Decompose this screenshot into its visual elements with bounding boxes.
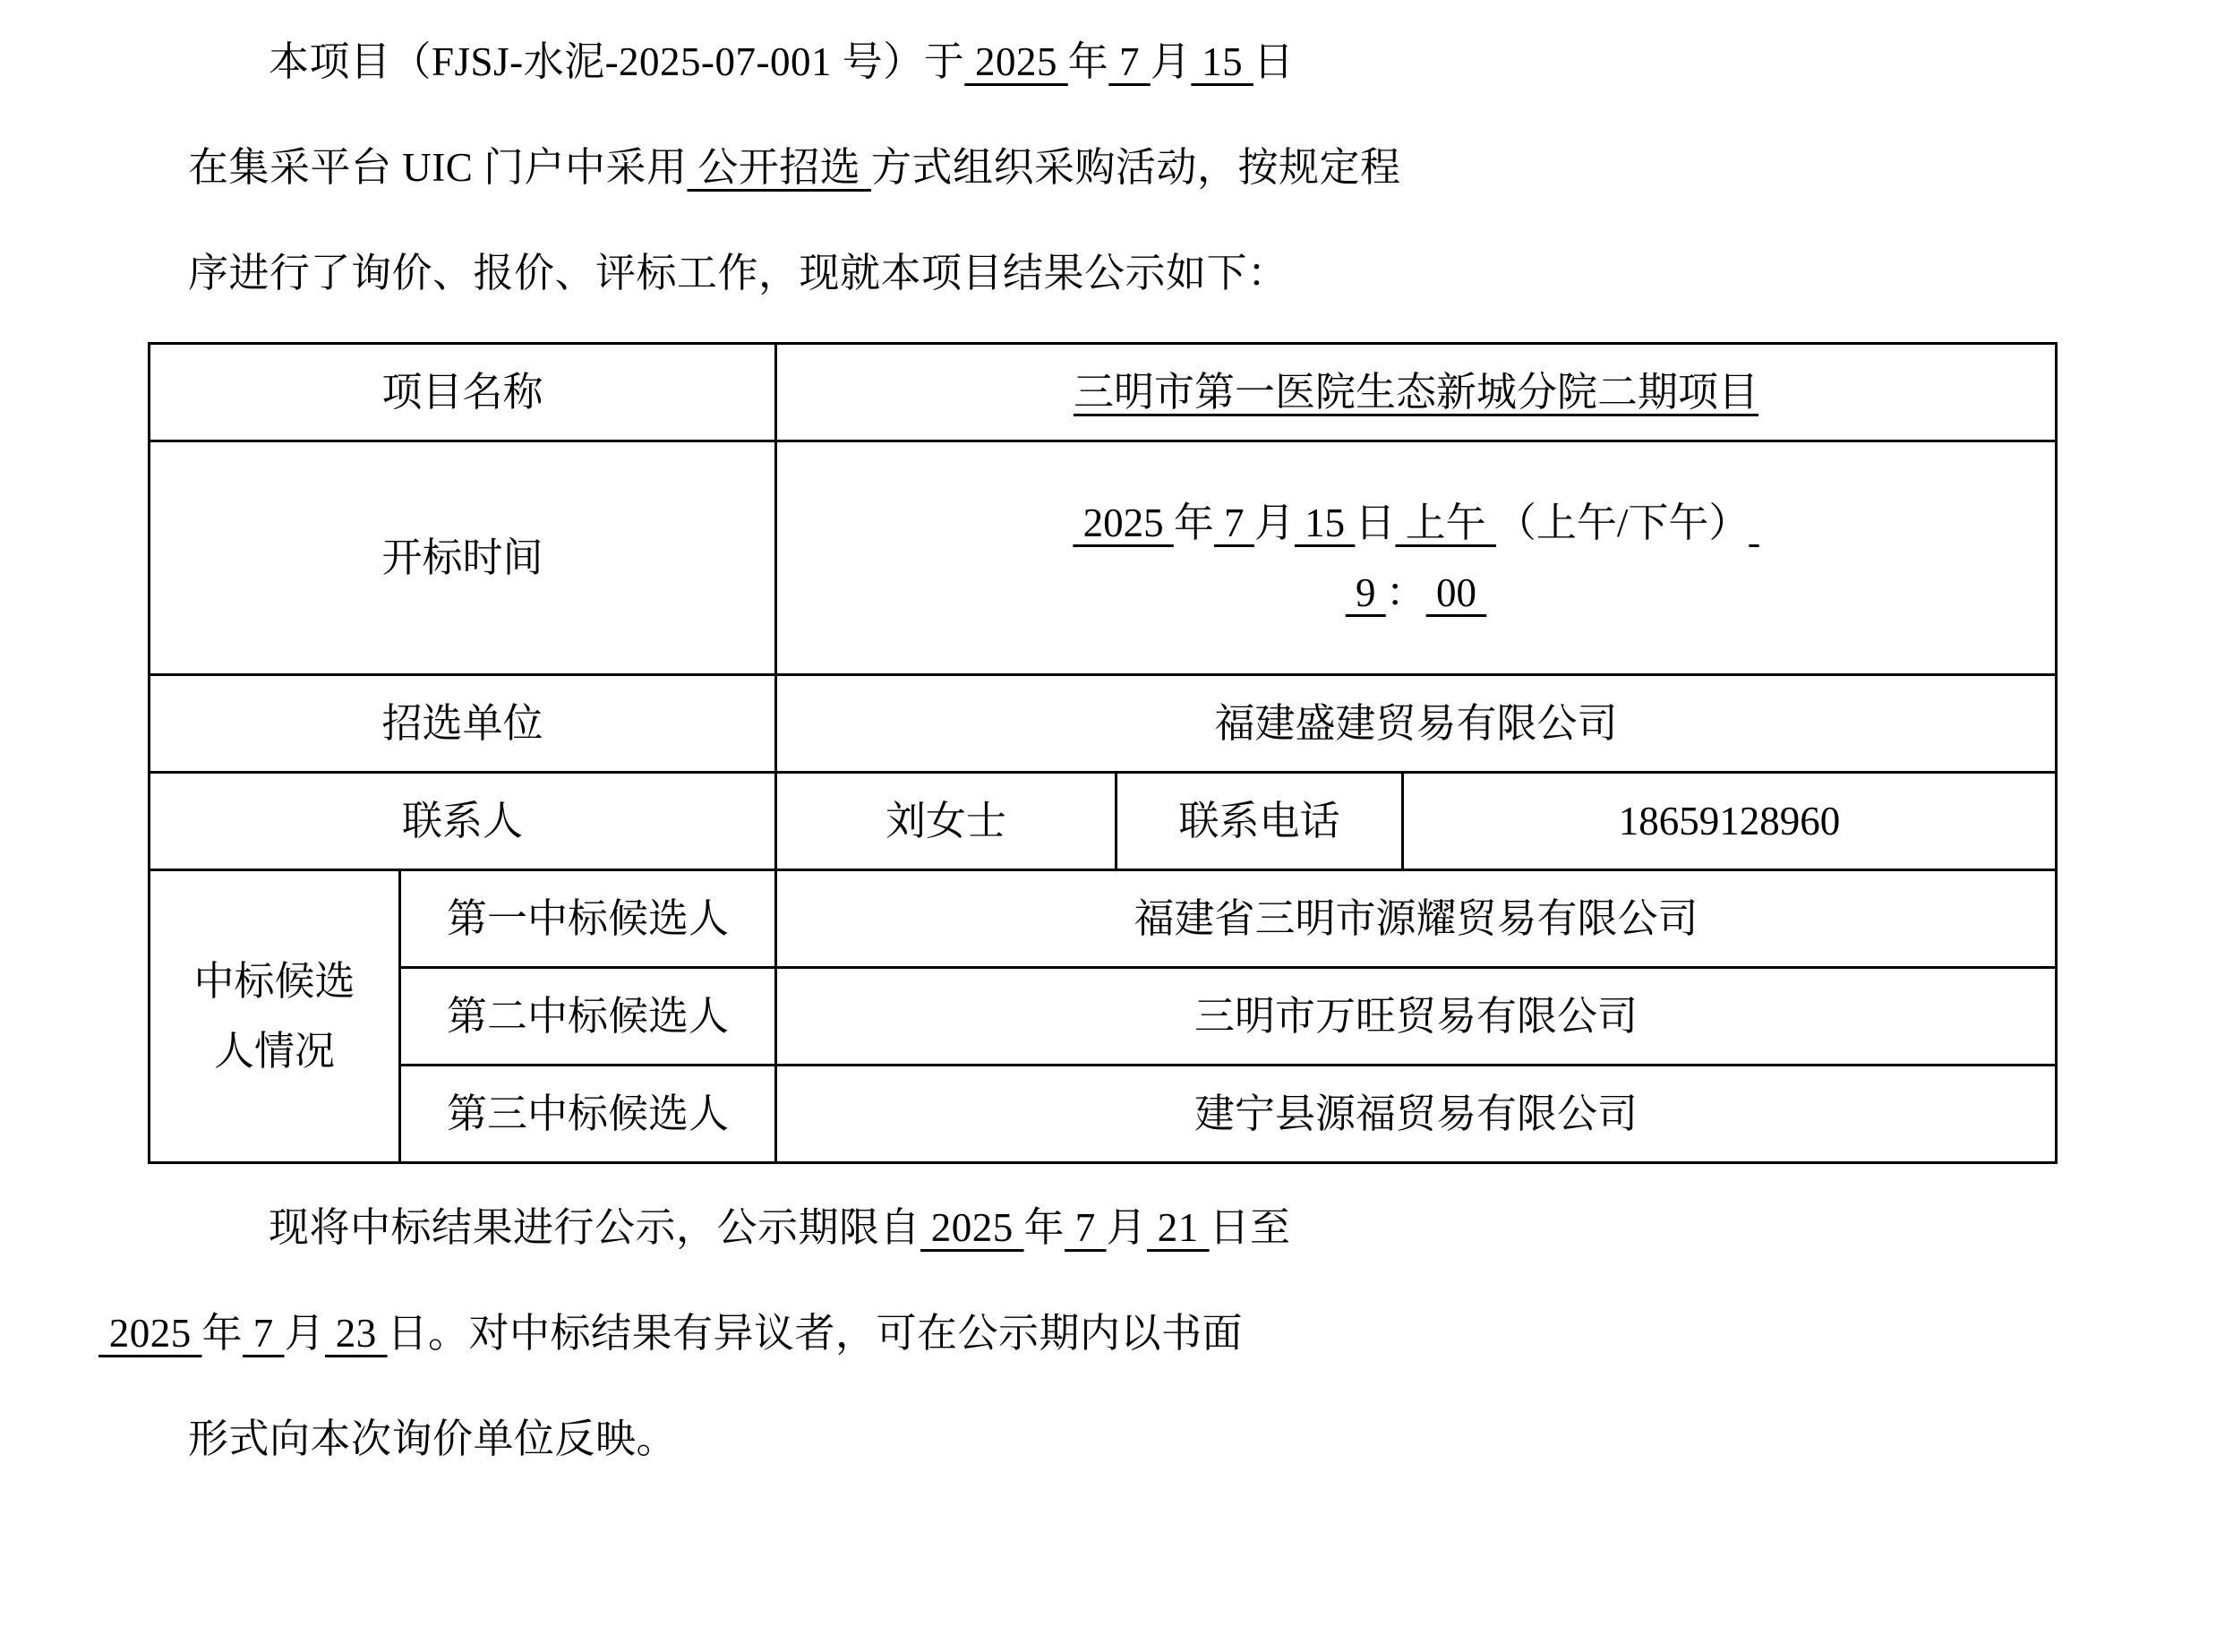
footer-line1-month-unit: 月	[1106, 1205, 1148, 1250]
candidates-label: 中标候选 人情况	[150, 870, 400, 1163]
open-time-year-unit: 年	[1173, 501, 1214, 545]
footer-line1-day: 21	[1147, 1205, 1210, 1250]
table-row-candidate-1	[150, 870, 2057, 968]
footer-line2-month-unit: 月	[284, 1311, 326, 1356]
intro-line1-month-unit: 月	[1150, 39, 1192, 84]
table-row-project	[150, 344, 2057, 441]
candidate-2-name: 三明市万旺贸易有限公司	[776, 968, 2057, 1066]
table-row-contact	[150, 773, 2057, 870]
open-time-colon: ：	[1385, 570, 1426, 615]
footer-line3-text: 形式向本次询价单位反映。	[188, 1417, 678, 1461]
footer-line-3	[98, 1386, 2118, 1492]
contact-person-label: 联系人	[150, 773, 776, 870]
footer-line1-year: 2025	[920, 1205, 1024, 1250]
open-time-year: 2025	[1073, 501, 1174, 545]
candidate-2-rank: 第二中标候选人	[400, 968, 776, 1066]
open-time-month: 7	[1213, 501, 1254, 545]
intro-line-3	[98, 220, 2118, 326]
intro-line2-method: 公开招选	[687, 145, 872, 190]
footer-line2-year-unit: 年	[201, 1311, 244, 1356]
intro-line1-day-unit: 日	[1253, 39, 1295, 84]
table-row-unit	[150, 675, 2057, 773]
open-time-day: 15	[1294, 501, 1356, 545]
footer-line1-month: 7	[1065, 1205, 1107, 1250]
intro-line1-year: 2025	[964, 39, 1068, 84]
footer-line-2	[98, 1280, 2118, 1386]
table-row-open-time	[150, 441, 2057, 675]
contact-phone-label: 联系电话	[1117, 773, 1403, 870]
candidate-3-rank: 第三中标候选人	[400, 1066, 776, 1163]
candidate-1-rank: 第一中标候选人	[400, 870, 776, 968]
contact-phone-value: 18659128960	[1403, 773, 2057, 870]
open-time-line-2	[786, 558, 2046, 628]
footer-line1-year-unit: 年	[1023, 1205, 1065, 1250]
intro-line-2	[98, 115, 2118, 220]
open-time-ampm: 上午	[1395, 501, 1496, 545]
project-name-value	[776, 344, 2057, 441]
open-time-line-1	[786, 488, 2046, 558]
open-time-label: 开标时间	[150, 441, 776, 675]
intro-line2-text-b: 方式组织采购活动，按规定程	[871, 145, 1401, 190]
project-name-label: 项目名称	[150, 344, 776, 441]
intro-line-1	[98, 9, 2118, 115]
open-time-month-unit: 月	[1253, 501, 1295, 545]
open-time-value	[776, 441, 2057, 675]
candidate-1-name: 福建省三明市源耀贸易有限公司	[776, 870, 2057, 968]
project-name-text: 三明市第一医院生态新城分院二期项目	[1074, 370, 1759, 415]
footer-line2-year: 2025	[98, 1311, 202, 1356]
open-time-note: （上午/下午）	[1495, 501, 1750, 545]
footer-line-1	[98, 1175, 2118, 1280]
footer-line2-day: 23	[325, 1311, 388, 1356]
intro-line1-year-unit: 年	[1067, 39, 1109, 84]
open-time-hour: 9	[1345, 570, 1386, 615]
intro-line1-day: 15	[1191, 39, 1253, 84]
table-row-candidate-3	[150, 1066, 2057, 1163]
open-time-minute: 00	[1425, 570, 1487, 615]
footer-line2-month: 7	[243, 1311, 285, 1356]
table-row-candidate-2	[150, 968, 2057, 1066]
candidate-3-name: 建宁县源福贸易有限公司	[776, 1066, 2057, 1163]
intro-line1-month: 7	[1108, 39, 1151, 84]
result-table	[148, 342, 2058, 1164]
intro-line3-text: 序进行了询价、报价、评标工作，现就本项目结果公示如下：	[188, 251, 1288, 295]
tender-unit-label: 招选单位	[150, 675, 776, 773]
tender-unit-value: 福建盛建贸易有限公司	[776, 675, 2057, 773]
open-time-tail-blank	[1749, 501, 1758, 545]
footer-line1-text-a: 现将中标结果进行公示，公示期限自	[269, 1205, 921, 1250]
intro-line2-text-a: 在集采平台 UIC 门户中采用	[188, 145, 688, 190]
contact-person-value: 刘女士	[776, 773, 1117, 870]
footer-line2-text-b: 日。对中标结果有异议者，可在公示期内以书面	[387, 1311, 1244, 1356]
intro-line1-text-a: 本项目（FJSJ-水泥-2025-07-001 号）于	[269, 39, 965, 84]
open-time-day-unit: 日	[1355, 501, 1396, 545]
footer-line1-day-unit: 日至	[1209, 1205, 1291, 1250]
